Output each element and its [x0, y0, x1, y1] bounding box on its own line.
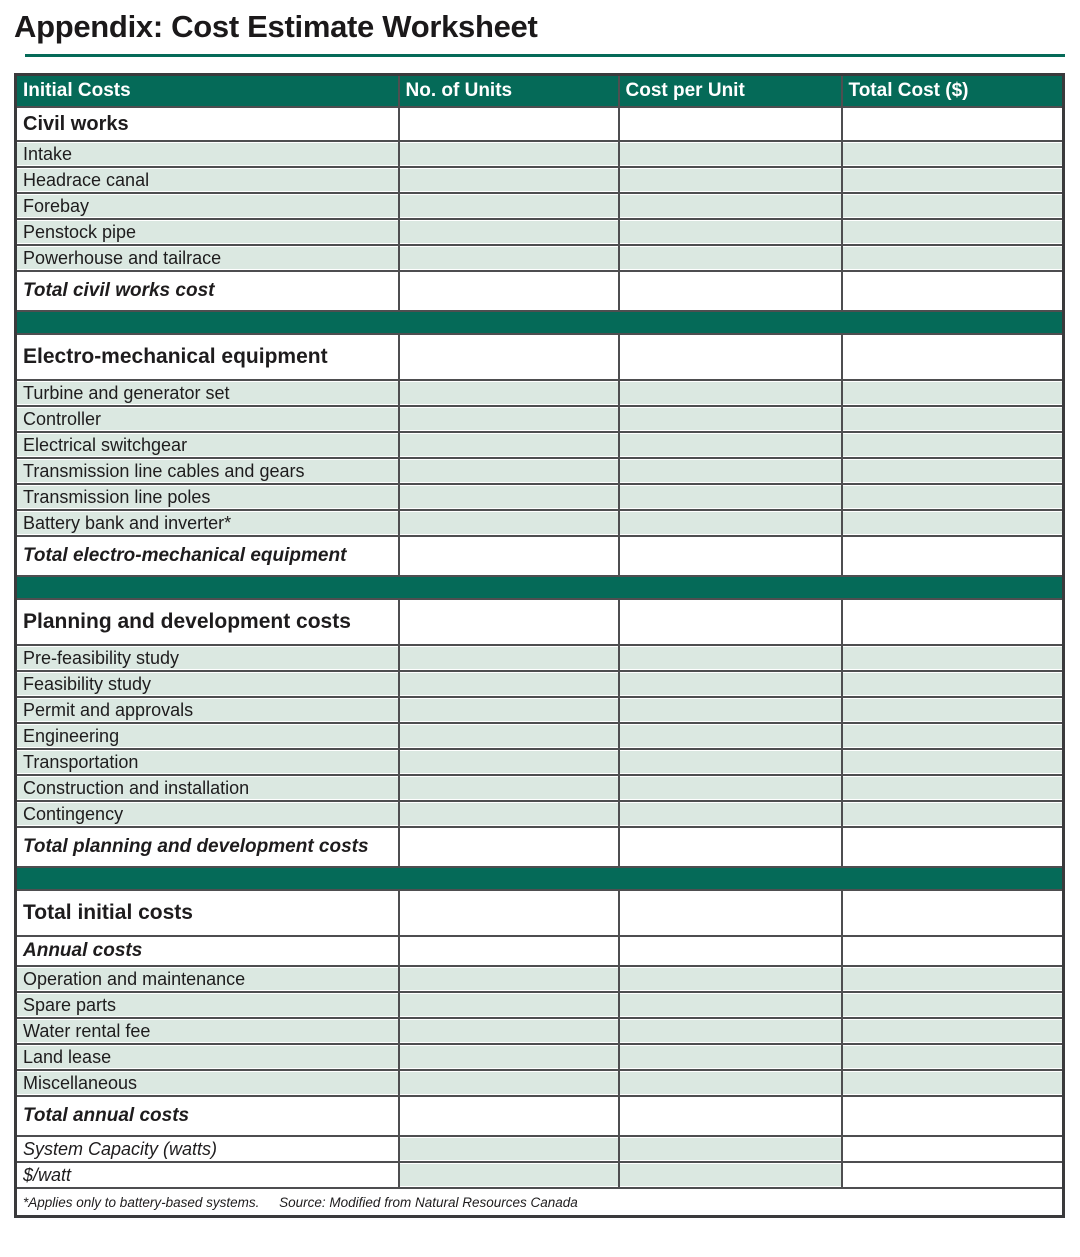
row-powerhouse-and-tailrace	[16, 245, 1064, 271]
cell-cost-per-unit	[619, 271, 842, 311]
cell-no-of-units	[399, 334, 619, 380]
cell-no-of-units	[399, 749, 619, 775]
cell-no-of-units	[399, 167, 619, 193]
cell-total-cost	[842, 966, 1064, 992]
separator-row	[16, 867, 1064, 890]
row-construction-and-installation	[16, 775, 1064, 801]
cell-cost-per-unit	[619, 219, 842, 245]
cell-cost-per-unit	[619, 801, 842, 827]
cell-no-of-units	[399, 271, 619, 311]
row-label: Miscellaneous	[16, 1070, 399, 1096]
row-forebay	[16, 193, 1064, 219]
row-label: Total planning and development costs	[16, 827, 399, 867]
cell-cost-per-unit	[619, 966, 842, 992]
cell-total-cost	[842, 432, 1064, 458]
cell-total-cost	[842, 775, 1064, 801]
cost-estimate-table	[14, 73, 1065, 1218]
row-miscellaneous	[16, 1070, 1064, 1096]
cell-cost-per-unit	[619, 1162, 842, 1188]
row-planning-and-development-costs	[16, 599, 1064, 645]
footnote-cell	[16, 1188, 1064, 1217]
row-label: Forebay	[16, 193, 399, 219]
cell-cost-per-unit	[619, 890, 842, 936]
row-transportation	[16, 749, 1064, 775]
row-operation-and-maintenance	[16, 966, 1064, 992]
row-battery-bank-and-inverter	[16, 510, 1064, 536]
cell-no-of-units	[399, 219, 619, 245]
cell-cost-per-unit	[619, 107, 842, 141]
row-annual-costs	[16, 936, 1064, 966]
row-spare-parts	[16, 992, 1064, 1018]
footnote-note: *Applies only to battery-based systems.	[23, 1194, 260, 1210]
cell-total-cost	[842, 1162, 1064, 1188]
cell-cost-per-unit	[619, 334, 842, 380]
row-label: Battery bank and inverter*	[16, 510, 399, 536]
cell-cost-per-unit	[619, 167, 842, 193]
table-body	[16, 107, 1064, 1188]
cell-cost-per-unit	[619, 380, 842, 406]
cell-total-cost	[842, 645, 1064, 671]
cell-cost-per-unit	[619, 775, 842, 801]
row-watt	[16, 1162, 1064, 1188]
separator-band	[16, 867, 1064, 890]
cell-cost-per-unit	[619, 406, 842, 432]
worksheet-page	[0, 8, 1080, 1257]
cell-total-cost	[842, 167, 1064, 193]
cell-no-of-units	[399, 107, 619, 141]
cell-cost-per-unit	[619, 484, 842, 510]
row-permit-and-approvals	[16, 697, 1064, 723]
row-total-annual-costs	[16, 1096, 1064, 1136]
cell-total-cost	[842, 245, 1064, 271]
row-label: Planning and development costs	[16, 599, 399, 645]
separator-row	[16, 576, 1064, 599]
row-label: Land lease	[16, 1044, 399, 1070]
cell-cost-per-unit	[619, 1070, 842, 1096]
cell-total-cost	[842, 334, 1064, 380]
row-water-rental-fee	[16, 1018, 1064, 1044]
cell-cost-per-unit	[619, 599, 842, 645]
row-engineering	[16, 723, 1064, 749]
row-total-initial-costs	[16, 890, 1064, 936]
cell-no-of-units	[399, 432, 619, 458]
cell-no-of-units	[399, 1044, 619, 1070]
column-header-total-cost: Total Cost ($)	[842, 75, 1064, 108]
cell-total-cost	[842, 458, 1064, 484]
cell-total-cost	[842, 141, 1064, 167]
cell-total-cost	[842, 484, 1064, 510]
cell-no-of-units	[399, 966, 619, 992]
page-title: Appendix: Cost Estimate Worksheet	[14, 9, 538, 44]
cell-cost-per-unit	[619, 1136, 842, 1162]
cell-cost-per-unit	[619, 827, 842, 867]
cell-no-of-units	[399, 458, 619, 484]
cell-no-of-units	[399, 890, 619, 936]
cell-total-cost	[842, 510, 1064, 536]
row-label: Transmission line poles	[16, 484, 399, 510]
cell-cost-per-unit	[619, 458, 842, 484]
cell-cost-per-unit	[619, 749, 842, 775]
cell-total-cost	[842, 890, 1064, 936]
title-underline	[25, 54, 1065, 57]
cell-no-of-units	[399, 599, 619, 645]
cell-no-of-units	[399, 827, 619, 867]
cell-no-of-units	[399, 536, 619, 576]
row-system-capacity-watts	[16, 1136, 1064, 1162]
row-label: Headrace canal	[16, 167, 399, 193]
row-label: Transmission line cables and gears	[16, 458, 399, 484]
row-label: Water rental fee	[16, 1018, 399, 1044]
cell-total-cost	[842, 801, 1064, 827]
cell-no-of-units	[399, 992, 619, 1018]
cell-total-cost	[842, 193, 1064, 219]
row-label: $/watt	[16, 1162, 399, 1188]
cell-total-cost	[842, 671, 1064, 697]
separator-band	[16, 576, 1064, 599]
row-label: Operation and maintenance	[16, 966, 399, 992]
cell-no-of-units	[399, 723, 619, 749]
row-label: Feasibility study	[16, 671, 399, 697]
row-label: Intake	[16, 141, 399, 167]
row-label: Turbine and generator set	[16, 380, 399, 406]
cell-total-cost	[842, 936, 1064, 966]
cell-total-cost	[842, 271, 1064, 311]
row-label: Controller	[16, 406, 399, 432]
cell-cost-per-unit	[619, 536, 842, 576]
cell-no-of-units	[399, 1018, 619, 1044]
cell-no-of-units	[399, 380, 619, 406]
row-label: System Capacity (watts)	[16, 1136, 399, 1162]
cell-total-cost	[842, 406, 1064, 432]
cell-total-cost	[842, 536, 1064, 576]
cell-no-of-units	[399, 1162, 619, 1188]
row-label: Annual costs	[16, 936, 399, 966]
row-label: Total annual costs	[16, 1096, 399, 1136]
cell-cost-per-unit	[619, 936, 842, 966]
row-label: Pre-feasibility study	[16, 645, 399, 671]
cell-no-of-units	[399, 671, 619, 697]
cell-total-cost	[842, 1070, 1064, 1096]
row-headrace-canal	[16, 167, 1064, 193]
cell-total-cost	[842, 107, 1064, 141]
footnote-row	[16, 1188, 1064, 1217]
cell-no-of-units	[399, 775, 619, 801]
cell-cost-per-unit	[619, 432, 842, 458]
cell-cost-per-unit	[619, 1096, 842, 1136]
cell-total-cost	[842, 827, 1064, 867]
row-label: Civil works	[16, 107, 399, 141]
row-label: Total civil works cost	[16, 271, 399, 311]
row-label: Powerhouse and tailrace	[16, 245, 399, 271]
cell-cost-per-unit	[619, 141, 842, 167]
cell-cost-per-unit	[619, 671, 842, 697]
cell-cost-per-unit	[619, 245, 842, 271]
cell-no-of-units	[399, 1096, 619, 1136]
row-label: Electro-mechanical equipment	[16, 334, 399, 380]
row-controller	[16, 406, 1064, 432]
row-total-civil-works-cost	[16, 271, 1064, 311]
row-label: Engineering	[16, 723, 399, 749]
column-header-cost-per-unit: Cost per Unit	[619, 75, 842, 108]
cell-total-cost	[842, 599, 1064, 645]
cell-cost-per-unit	[619, 723, 842, 749]
row-electrical-switchgear	[16, 432, 1064, 458]
cell-cost-per-unit	[619, 992, 842, 1018]
cell-no-of-units	[399, 141, 619, 167]
cell-total-cost	[842, 1096, 1064, 1136]
row-label: Spare parts	[16, 992, 399, 1018]
footnote-body	[16, 1188, 1064, 1217]
cell-no-of-units	[399, 1136, 619, 1162]
row-turbine-and-generator-set	[16, 380, 1064, 406]
cell-no-of-units	[399, 936, 619, 966]
column-header-initial-costs: Initial Costs	[16, 75, 399, 108]
row-label: Contingency	[16, 801, 399, 827]
row-label: Transportation	[16, 749, 399, 775]
cell-total-cost	[842, 380, 1064, 406]
cell-total-cost	[842, 697, 1064, 723]
table-header-row	[16, 75, 1064, 108]
cell-total-cost	[842, 1018, 1064, 1044]
row-penstock-pipe	[16, 219, 1064, 245]
row-transmission-line-cables-and-gears	[16, 458, 1064, 484]
row-total-planning-and-development-costs	[16, 827, 1064, 867]
cell-no-of-units	[399, 245, 619, 271]
cell-no-of-units	[399, 484, 619, 510]
row-label: Construction and installation	[16, 775, 399, 801]
row-transmission-line-poles	[16, 484, 1064, 510]
cell-no-of-units	[399, 1070, 619, 1096]
row-label: Total electro-mechanical equipment	[16, 536, 399, 576]
cell-no-of-units	[399, 645, 619, 671]
cell-cost-per-unit	[619, 193, 842, 219]
cell-no-of-units	[399, 193, 619, 219]
cell-no-of-units	[399, 406, 619, 432]
row-feasibility-study	[16, 671, 1064, 697]
column-header-no-of-units: No. of Units	[399, 75, 619, 108]
cell-cost-per-unit	[619, 1018, 842, 1044]
row-electro-mechanical-equipment	[16, 334, 1064, 380]
row-pre-feasibility-study	[16, 645, 1064, 671]
row-total-electro-mechanical-equipment	[16, 536, 1064, 576]
separator-band	[16, 311, 1064, 334]
row-label: Permit and approvals	[16, 697, 399, 723]
row-land-lease	[16, 1044, 1064, 1070]
cell-cost-per-unit	[619, 697, 842, 723]
footnote-source: Source: Modified from Natural Resources Canada	[279, 1194, 578, 1210]
row-label: Electrical switchgear	[16, 432, 399, 458]
table-head	[16, 75, 1064, 108]
cell-total-cost	[842, 723, 1064, 749]
cell-total-cost	[842, 749, 1064, 775]
row-intake	[16, 141, 1064, 167]
cell-total-cost	[842, 219, 1064, 245]
cell-cost-per-unit	[619, 1044, 842, 1070]
cell-no-of-units	[399, 801, 619, 827]
cell-total-cost	[842, 1044, 1064, 1070]
row-label: Total initial costs	[16, 890, 399, 936]
cell-total-cost	[842, 992, 1064, 1018]
cell-no-of-units	[399, 697, 619, 723]
cell-no-of-units	[399, 510, 619, 536]
cell-total-cost	[842, 1136, 1064, 1162]
cell-cost-per-unit	[619, 645, 842, 671]
row-civil-works	[16, 107, 1064, 141]
row-label: Penstock pipe	[16, 219, 399, 245]
separator-row	[16, 311, 1064, 334]
cell-cost-per-unit	[619, 510, 842, 536]
row-contingency	[16, 801, 1064, 827]
